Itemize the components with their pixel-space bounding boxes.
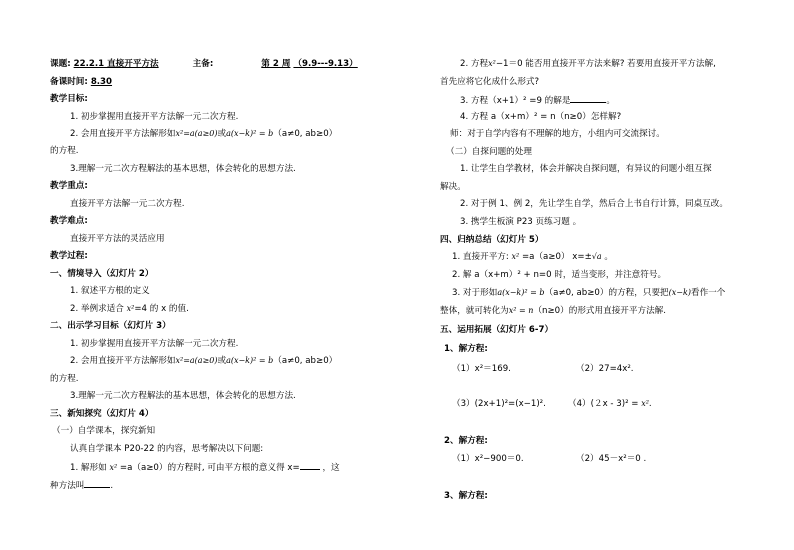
exercise-1-4: （4）(２x - 3)² = x².	[568, 399, 652, 409]
prep-time-value: 8.30	[90, 77, 113, 87]
section-5-title: 五、运用拓展（幻灯片 6-7）	[440, 325, 554, 335]
answer-blank	[570, 93, 606, 103]
process-item-3: 3. 携学生板演 P23 页练习题 。	[460, 217, 582, 227]
answer-blank	[300, 460, 320, 470]
section-3-intro: 认真自学课本 P20-22 的内容，思考解决以下问题:	[70, 444, 264, 454]
summary-1: 1. 直接开平方: x² =a（a≥0） x=±√a 。	[452, 252, 614, 262]
exercise-1-2: （2）27=4x².	[576, 364, 634, 374]
summary-3: 3. 对于形如a(x−k)² = b（a≠0, ab≥0）的方程，只要把(x−k)看作一个	[452, 288, 726, 298]
process-item-1-cont: 解决。	[440, 182, 466, 192]
formula: a(x−k)² = b	[226, 129, 274, 138]
key-points-text: 直接开平方法解一元二次方程.	[70, 199, 185, 209]
question-2: 2. 方程x²−1＝0 能否用直接开平方法来解? 若要用直接开平方法解,	[460, 59, 716, 69]
key-points-title: 教学重点:	[50, 181, 88, 191]
question-2-cont: 首先应将它化成什么形式?	[440, 77, 540, 87]
section-2-title: 二、出示学习目标（幻灯片 3）	[50, 321, 171, 331]
difficulty-title: 教学难点:	[50, 216, 88, 226]
week-label: 第 2 周	[261, 59, 291, 69]
section-1-item-2: 2. 举例求适合 x²=4 的 x 的值.	[70, 304, 189, 314]
section-2-item-1: 1. 初步掌握用直接开平方法解一元二次方程.	[70, 339, 239, 349]
question-4: 4. 方程 a（x+m）² = n（n≥0）怎样解?	[460, 112, 622, 122]
goal-2-cont: 的方程.	[50, 146, 79, 156]
question-3: 3. 方程（x+1）² =9 的解是 。	[460, 93, 615, 107]
section-2-item-2: 2. 会用直接开平方法解形如x²=a(a≥0)或a(x−k)² = b（a≠0, ab≥0）	[70, 356, 338, 366]
formula: x²=a(a≥0)	[175, 129, 218, 138]
goal-1: 1. 初步掌握用直接开平方法解一元二次方程.	[70, 112, 239, 122]
subsection-2-title: （二）自探问题的处理	[446, 147, 532, 157]
section-2-item-3: 3.理解一元二次方程解法的基本思想，体会转化的思想方法.	[70, 391, 296, 401]
topic-title: 22.2.1 直接开平方法	[73, 59, 159, 69]
summary-2: 2. 解 a（x+m）² + n=0 时，适当变形，并注意符号。	[452, 270, 667, 280]
exercise-2-2: （2）45－x²＝0 .	[576, 454, 647, 464]
formula: x²	[126, 304, 135, 313]
header-line	[50, 58, 371, 70]
date-range: （9.9---9.13）	[293, 59, 358, 69]
section-4-title: 四、归纳总结（幻灯片 5）	[440, 235, 544, 245]
section-1-item-1: 1. 叙述平方根的定义	[70, 286, 150, 296]
question-1: 1. 解形如 x² =a（a≥0）的方程时, 可由平方根的意义得 x= ，这	[70, 460, 340, 474]
question-1-cont: 种方法叫 .	[50, 478, 113, 492]
process-item-1: 1. 让学生自学教材，体会并解决自探问题，有异议的问题小组互探	[460, 164, 712, 174]
formula: x²=a(a≥0)	[175, 356, 218, 365]
preparer-label: 主备:	[192, 59, 214, 69]
formula: √a	[591, 252, 602, 261]
formula: x² = n	[508, 306, 534, 315]
goal-2: 2. 会用直接开平方法解形如x²=a(a≥0)或a(x−k)² = b（a≠0, ab≥0）	[70, 129, 338, 139]
section-1-title: 一、情境导入（幻灯片 2）	[50, 269, 154, 279]
section-3-title: 三、新知探究（幻灯片 4）	[50, 409, 154, 419]
process-item-2: 2. 对于例 1、例 2，先让学生自学，然后合上书自行计算，同桌互改。	[460, 199, 728, 209]
formula: x²	[641, 399, 649, 408]
teacher-note: 师：对于自学内容有不理解的地方，小组内可交流探讨。	[450, 129, 665, 139]
formula: (x−k)	[668, 288, 691, 297]
exercise-1-title: 1、解方程:	[444, 344, 488, 354]
difficulty-text: 直接开平方法的灵活应用	[70, 234, 165, 244]
exercise-3-title: 3、解方程:	[444, 491, 488, 501]
goals-title: 教学目标:	[50, 94, 88, 104]
section-3-sub: （一）自学课本，探究新知	[52, 426, 156, 436]
prep-time-label: 备课时间:	[50, 77, 88, 87]
formula: a(x−k)² = b	[497, 288, 545, 297]
exercise-1-1: （1）x²＝169.	[452, 364, 511, 374]
formula: x²	[109, 463, 118, 472]
topic-label: 课题:	[50, 59, 71, 69]
formula: a(x−k)² = b	[226, 356, 274, 365]
process-title: 教学过程:	[50, 251, 88, 261]
section-2-item-2-cont: 的方程.	[50, 374, 79, 384]
exercise-2-1: （1）x²−900＝0.	[452, 454, 524, 464]
goal-3: 3.理解一元二次方程解法的基本思想，体会转化的思想方法.	[70, 164, 296, 174]
summary-3-cont: 整体，就可转化为x² = n（n≥0）的形式用直接开平方法解.	[440, 306, 667, 316]
exercise-2-title: 2、解方程:	[444, 436, 488, 446]
prep-time-line	[50, 76, 112, 88]
formula: x²	[488, 59, 496, 68]
answer-blank	[84, 478, 110, 488]
formula: x²	[511, 252, 520, 261]
exercise-1-3: （3）(2x+1)²=(x−1)².	[452, 399, 546, 409]
